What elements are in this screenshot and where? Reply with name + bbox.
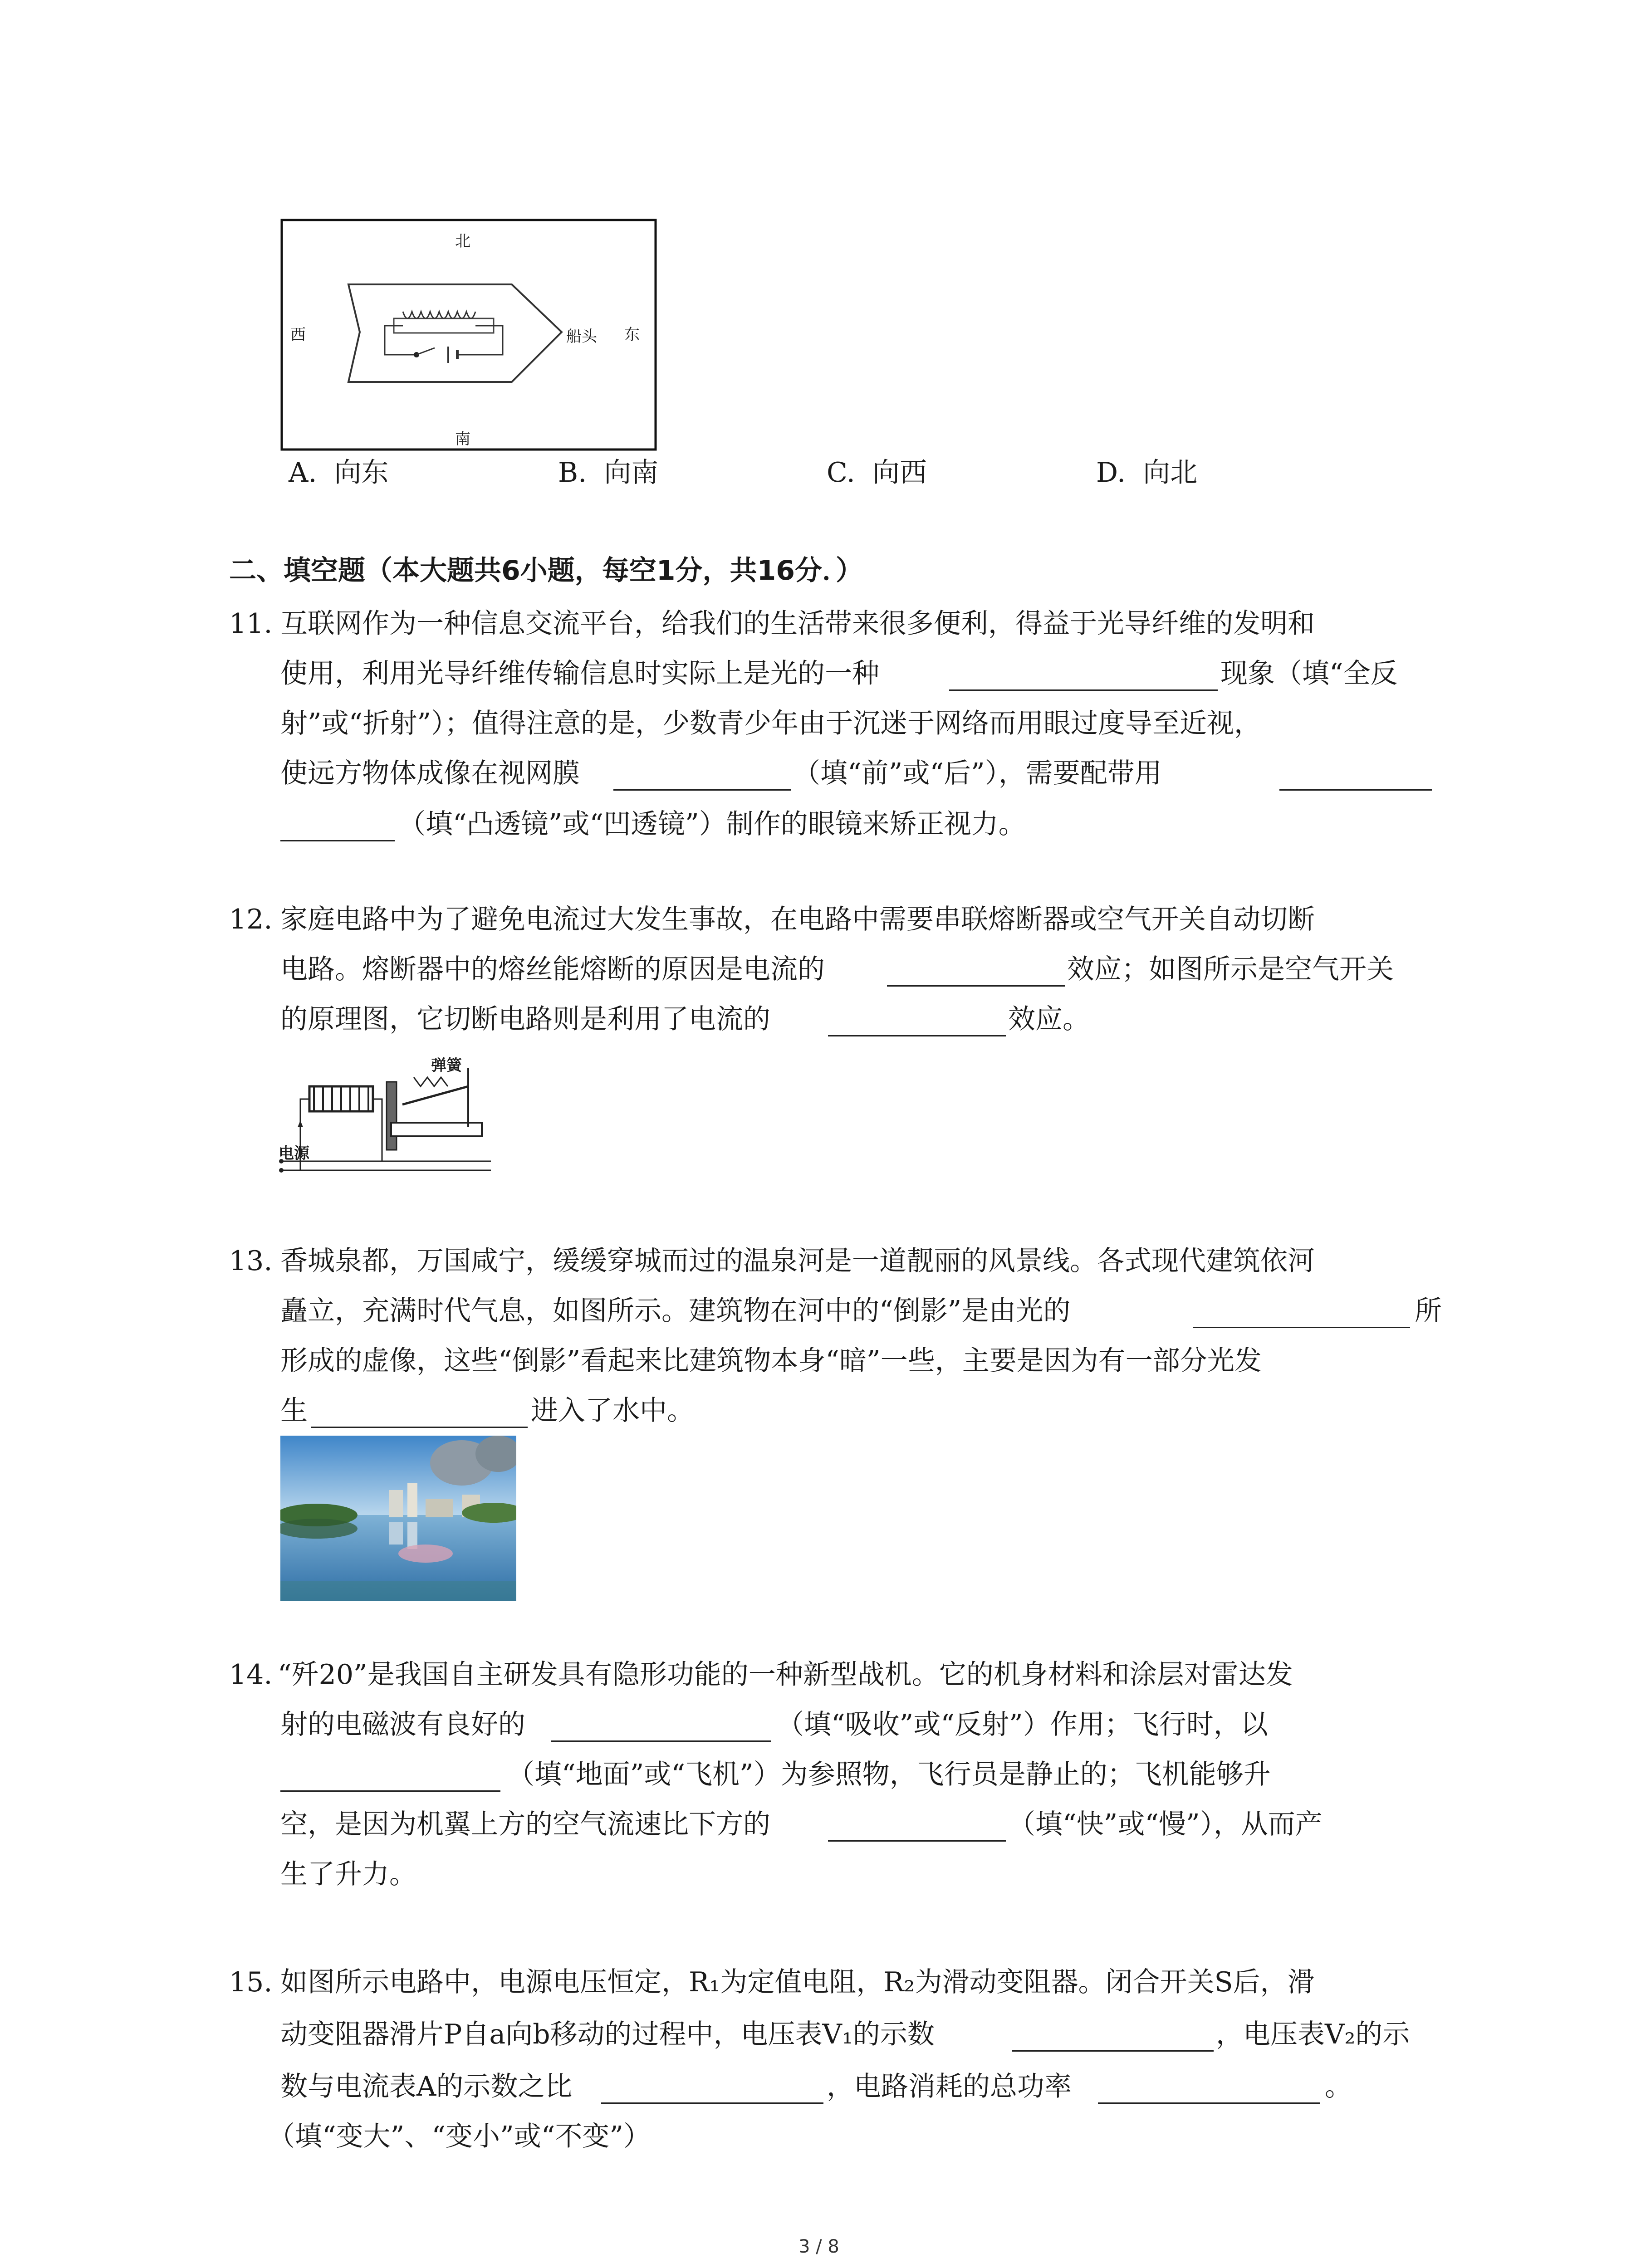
spring-label: 弹簧 bbox=[431, 1056, 462, 1075]
blank-q11-1[interactable] bbox=[949, 689, 1218, 691]
q13-line2b: 所 bbox=[1415, 1295, 1442, 1327]
river-reflection-photo bbox=[280, 1436, 516, 1601]
q15-line4: （填“变大”、“变小”或“不变”） bbox=[268, 2121, 651, 2152]
question-number: 11. bbox=[229, 608, 273, 640]
q15-line3b: ，电路消耗的总功率 bbox=[827, 2071, 1072, 2102]
river-photo-image bbox=[280, 1436, 516, 1601]
blank-q14-2[interactable] bbox=[280, 1790, 500, 1792]
blank-q11-2[interactable] bbox=[613, 789, 791, 791]
q11-line4a: 使远方物体成像在视网膜 bbox=[280, 758, 580, 789]
q14-line3: （填“地面”或“飞机”）为参照物，飞行员是静止的；飞机能够升 bbox=[507, 1759, 1271, 1790]
q13-line2a: 矗立，充满时代气息，如图所示。建筑物在河中的“倒影”是由光的 bbox=[280, 1295, 1071, 1327]
q13-line4b: 进入了水中。 bbox=[531, 1395, 694, 1427]
question-number: 12. bbox=[229, 904, 273, 935]
east-label: 东 bbox=[624, 326, 640, 344]
blank-q13-2[interactable] bbox=[311, 1427, 528, 1428]
blank-q15-1[interactable] bbox=[1012, 2050, 1214, 2052]
q15-line2a: 动变阻器滑片P自a向b移动的过程中，电压表V₁的示数 bbox=[280, 2019, 935, 2050]
q15-line3c: 。 bbox=[1325, 2071, 1352, 2102]
q12-line3b: 效应。 bbox=[1008, 1003, 1090, 1035]
q12-line3a: 的原理图，它切断电路则是利用了电流的 bbox=[280, 1003, 770, 1035]
north-label: 北 bbox=[455, 232, 470, 250]
option-b: B. 向南 bbox=[558, 457, 659, 489]
blank-q14-1[interactable] bbox=[551, 1740, 771, 1742]
q11-line1: 互联网作为一种信息交流平台，给我们的生活带来很多便利，得益于光导纤维的发明和 bbox=[280, 608, 1315, 640]
option-a: A. 向东 bbox=[289, 457, 389, 489]
air-switch-diagram bbox=[278, 1050, 495, 1186]
q11-line3: 射”或“折射”）；值得注意的是，少数青少年由于沉迷于网络而用眼过度导至近视， bbox=[280, 708, 1262, 739]
blank-q12-2[interactable] bbox=[828, 1035, 1006, 1036]
blank-q11-3a[interactable] bbox=[1279, 789, 1432, 791]
q14-line5: 生了升力。 bbox=[280, 1858, 416, 1890]
q12-line2a: 电路。熔断器中的熔丝能熔断的原因是电流的 bbox=[280, 953, 825, 985]
q11-line2a: 使用，利用光导纤维传输信息时实际上是光的一种 bbox=[280, 658, 879, 689]
question-number: 13. bbox=[229, 1245, 273, 1277]
south-label: 南 bbox=[455, 430, 470, 448]
page-number: 3 / 8 bbox=[798, 2236, 839, 2257]
power-label: 电源 bbox=[279, 1144, 309, 1163]
ship-compass-figure bbox=[280, 219, 657, 451]
blank-q11-3b[interactable] bbox=[280, 840, 395, 841]
q14-line4a: 空，是因为机翼上方的空气流速比下方的 bbox=[280, 1809, 770, 1840]
ship-diagram bbox=[280, 219, 657, 451]
blank-q15-2[interactable] bbox=[601, 2102, 823, 2104]
q12-line2b: 效应；如图所示是空气开关 bbox=[1067, 953, 1394, 985]
q14-line2b: （填“吸收”或“反射”）作用；飞行时，以 bbox=[777, 1709, 1268, 1740]
question-number: 14. bbox=[229, 1659, 273, 1691]
blank-q15-3[interactable] bbox=[1098, 2102, 1320, 2104]
section-heading: 二、填空题（本大题共6小题，每空1分，共16分．） bbox=[229, 555, 863, 587]
option-d: D. 向北 bbox=[1096, 457, 1198, 489]
q15-line1: 如图所示电路中，电源电压恒定，R₁为定值电阻，R₂为滑动变阻器。闭合开关S后，滑 bbox=[280, 1966, 1315, 1998]
q14-line2a: 射的电磁波有良好的 bbox=[280, 1709, 525, 1740]
q14-line4b: （填“快”或“慢”），从而产 bbox=[1008, 1809, 1323, 1840]
q14-line1: “歼20”是我国自主研发具有隐形功能的一种新型战机。它的机身材料和涂层对雷达发 bbox=[278, 1659, 1293, 1691]
blank-q13-1[interactable] bbox=[1193, 1327, 1410, 1328]
q13-line3: 形成的虚像，这些“倒影”看起来比建筑物本身“暗”一些，主要是因为有一部分光发 bbox=[280, 1345, 1262, 1377]
q15-line3a: 数与电流表A的示数之比 bbox=[280, 2071, 573, 2102]
blank-q12-1[interactable] bbox=[887, 985, 1065, 987]
q13-line4a: 生 bbox=[280, 1395, 308, 1427]
q12-line1: 家庭电路中为了避免电流过大发生事故，在电路中需要串联熔断器或空气开关自动切断 bbox=[280, 904, 1315, 935]
option-c: C. 向西 bbox=[827, 457, 927, 489]
q15-line2b: ，电压表V₂的示 bbox=[1216, 2019, 1410, 2050]
air-switch-figure bbox=[278, 1050, 495, 1186]
blank-q14-3[interactable] bbox=[828, 1840, 1006, 1842]
question-number: 15. bbox=[229, 1966, 273, 1998]
q13-line1: 香城泉都，万国咸宁，缓缓穿城而过的温泉河是一道靓丽的风景线。各式现代建筑依河 bbox=[280, 1245, 1315, 1277]
q11-line2b: 现象（填“全反 bbox=[1220, 658, 1398, 689]
west-label: 西 bbox=[290, 326, 306, 344]
bow-label: 船头 bbox=[566, 327, 597, 346]
q11-line4b: （填“前”或“后”），需要配带用 bbox=[793, 758, 1162, 789]
q11-line5: （填“凸透镜”或“凹透镜”）制作的眼镜来矫正视力。 bbox=[398, 808, 1026, 840]
